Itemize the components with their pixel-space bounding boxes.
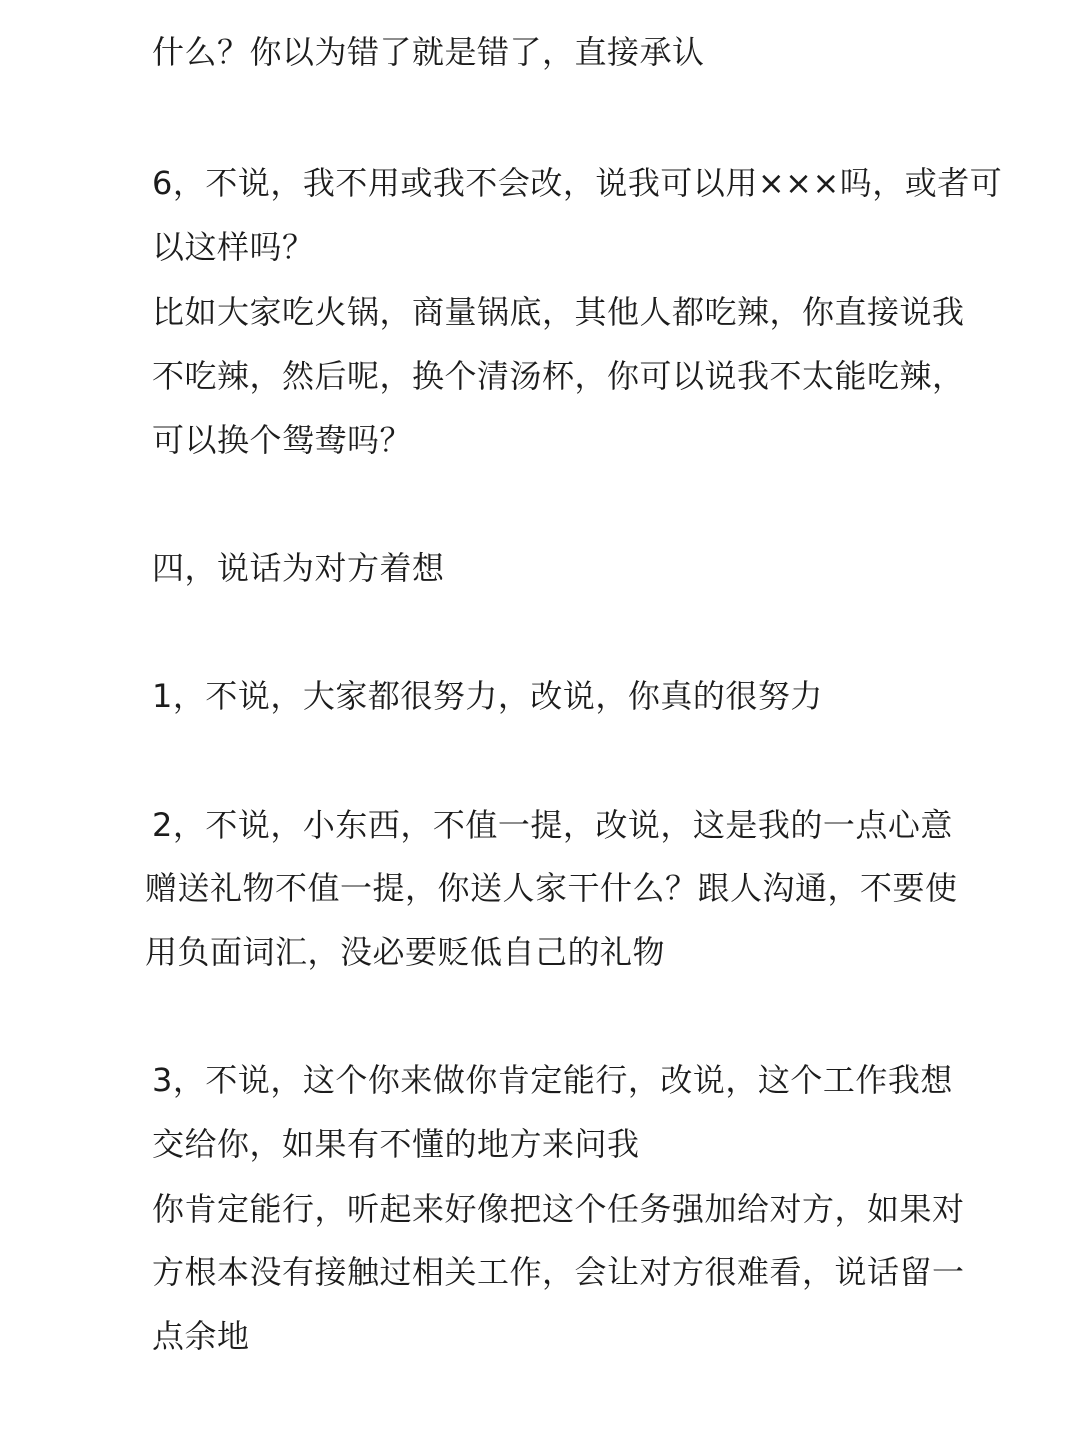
text-line: 以这样吗？: [152, 228, 315, 266]
text-line: 点余地: [152, 1317, 250, 1355]
text-line: 2，不说，小东西，不值一提，改说，这是我的一点心意: [152, 806, 953, 844]
text-line: 1，不说，大家都很努力，改说，你真的很努力: [152, 677, 823, 715]
text-line: 用负面词汇，没必要贬低自己的礼物: [145, 933, 666, 971]
text-line: 赠送礼物不值一提，你送人家干什么？跟人沟通，不要使: [145, 869, 958, 907]
text-line: 不吃辣，然后呢，换个清汤杯，你可以说我不太能吃辣，: [152, 357, 965, 395]
text-line: 交给你，如果有不懂的地方来问我: [152, 1125, 640, 1163]
text-line: 可以换个鸳鸯吗？: [152, 421, 413, 459]
section-heading: 四，说话为对方着想: [152, 549, 445, 587]
text-line: 方根本没有接触过相关工作，会让对方很难看，说话留一: [152, 1253, 965, 1291]
text-line: 比如大家吃火锅，商量锅底，其他人都吃辣，你直接说我: [152, 293, 965, 331]
text-line: 什么？你以为错了就是错了，直接承认: [152, 33, 705, 71]
text-line: 你肯定能行，听起来好像把这个任务强加给对方，如果对: [152, 1190, 965, 1228]
text-line: 3，不说，这个你来做你肯定能行，改说，这个工作我想: [152, 1061, 953, 1099]
text-line: 6，不说，我不用或我不会改，说我可以用×××吗，或者可: [152, 164, 1003, 202]
